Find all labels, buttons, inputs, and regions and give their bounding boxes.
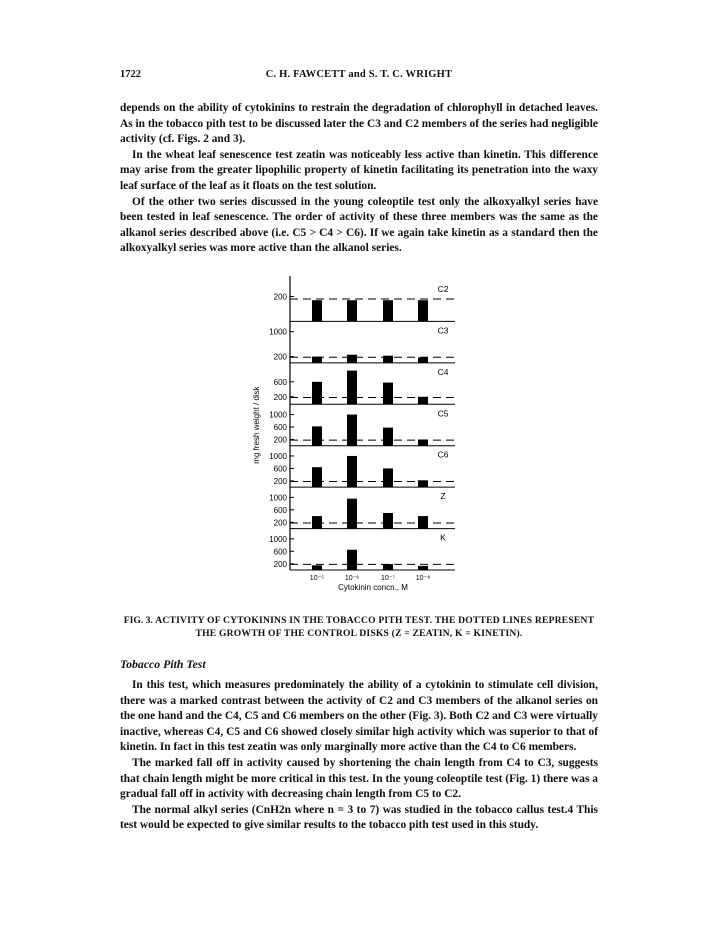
paragraph: The normal alkyl series (CnH2n where n = 3 to 7) was studied in the tobacco callus test.4 This test would be expected to give similar results to the tobacco pith test used in this study. — [120, 803, 598, 832]
x-tick-label: 10⁻⁷ — [380, 575, 396, 582]
bar — [312, 382, 322, 404]
paragraph: depends on the ability of cytokinins to restrain the degradation of chlorophyll in detached leaves. As in the tobacco pith test to be discussed later the C3 and C2 members of the series had negligible activity (cf. Figs. 2 and 3). — [120, 102, 598, 146]
y-tick-label: 1000 — [269, 410, 287, 420]
panel-label: C6 — [437, 449, 449, 460]
bar — [418, 300, 428, 321]
panel-label: C5 — [437, 408, 449, 419]
bar — [312, 516, 322, 528]
y-tick-label: 1000 — [269, 451, 287, 461]
bar — [312, 300, 322, 321]
bar — [347, 550, 357, 570]
bar — [418, 516, 428, 528]
section-heading: Tobacco Pith Test — [120, 657, 206, 671]
bar — [418, 566, 428, 570]
y-tick-label: 200 — [273, 292, 287, 302]
panel-label: C3 — [437, 325, 449, 336]
x-tick-label: 10⁻⁶ — [344, 575, 360, 582]
bar — [383, 513, 393, 529]
bar — [383, 300, 393, 321]
bar — [312, 467, 322, 487]
y-tick-label: 200 — [273, 476, 287, 486]
y-tick-label: 200 — [273, 352, 287, 362]
y-tick-label: 1000 — [269, 327, 287, 337]
x-axis-label: Cytokinin concn., M — [338, 583, 408, 592]
bar — [312, 565, 322, 570]
bar — [347, 456, 357, 487]
paragraph: In this test, which measures predominately the ability of a cytokinin to stimulate cell division, there was a marked contrast between the activity of C2 and C3 members of the alkanol series on the one hand and the C4, C5 and C6 members on the other (Fig. 3). Both C2 and C3 were virtually inactive, whereas C4, C5 and C6 showed closely similar high activity which was superior to that of kinetin. In fact in this test zeatin was only marginally more active than the C4 to C6 members. — [120, 679, 598, 754]
paragraph: The marked fall off in activity caused by shortening the chain length from C4 to C3, suggests that chain length might be more critical in this test. In the young coleoptile test (Fig. 1) there was a gradual fall off in activity with decreasing chain length from C5 to C2. — [120, 756, 598, 801]
y-tick-label: 200 — [273, 392, 287, 402]
figure-caption-text: ACTIVITY OF CYTOKININS IN THE TOBACCO PITH TEST. THE DOTTED LINES REPRESENT THE GROWTH OF THE CONTROL DISKS (Z = ZEATIN, K = KINETIN). — [155, 615, 595, 639]
lower-text — [120, 678, 598, 834]
y-tick-label: 600 — [273, 377, 287, 387]
y-tick-label: 200 — [273, 559, 287, 569]
y-tick-label: 600 — [273, 423, 287, 432]
bar — [347, 499, 357, 529]
y-tick-label: 1000 — [269, 534, 287, 544]
bar — [383, 468, 393, 487]
bar — [383, 356, 393, 363]
bar — [418, 358, 428, 363]
panel-label: Z — [440, 491, 446, 502]
y-tick-label: 200 — [273, 435, 287, 445]
upper-text — [120, 101, 598, 257]
bar — [347, 300, 357, 321]
y-tick-label: 600 — [273, 547, 287, 557]
y-tick-label: 600 — [273, 464, 287, 474]
paragraph: In the wheat leaf senescence test zeatin was noticeably less active than kinetin. This difference may arise from the greater lipophilic property of kinetin facilitating its penetration into the waxy leaf surface of the leaf as it floats on the test solution. — [120, 148, 598, 192]
bar — [312, 357, 322, 363]
x-tick-label: 10⁻⁸ — [415, 575, 431, 582]
bar — [418, 480, 428, 487]
page-header — [120, 69, 598, 85]
bar — [383, 428, 393, 446]
figure — [245, 270, 475, 600]
figure-label: FIG. 3. — [123, 615, 153, 626]
y-tick-label: 1000 — [269, 493, 287, 503]
bar — [418, 439, 428, 445]
y-tick-label: 600 — [273, 505, 287, 515]
bar — [347, 371, 357, 405]
running-head: C. H. FAWCETT and S. T. C. WRIGHT — [265, 69, 453, 80]
panel-label: K — [440, 532, 446, 543]
page-number: 1722 — [120, 69, 141, 80]
bar — [383, 383, 393, 405]
bar — [347, 355, 357, 363]
figure-caption — [120, 614, 598, 640]
y-tick-label: 200 — [273, 518, 287, 528]
paragraph: Of the other two series discussed in the young coleoptile test only the alkoxyalkyl series have been tested in leaf senescence. The order of activity of these three members was the same as the alkanol series described above (i.e. C5 > C4 > C6). If we again take kinetin as a standard then the alkoxyalkyl series was more active than the alkanol series. — [120, 195, 598, 255]
bar — [418, 397, 428, 404]
bar — [312, 426, 322, 445]
bar — [347, 415, 357, 446]
x-tick-label: 10⁻⁵ — [309, 575, 325, 582]
bar-chart-figure — [245, 270, 475, 600]
panel-label: C2 — [437, 284, 449, 294]
y-axis-label: mg fresh weight / disk — [252, 386, 261, 464]
bar — [383, 564, 393, 570]
panel-label: C4 — [437, 366, 449, 377]
